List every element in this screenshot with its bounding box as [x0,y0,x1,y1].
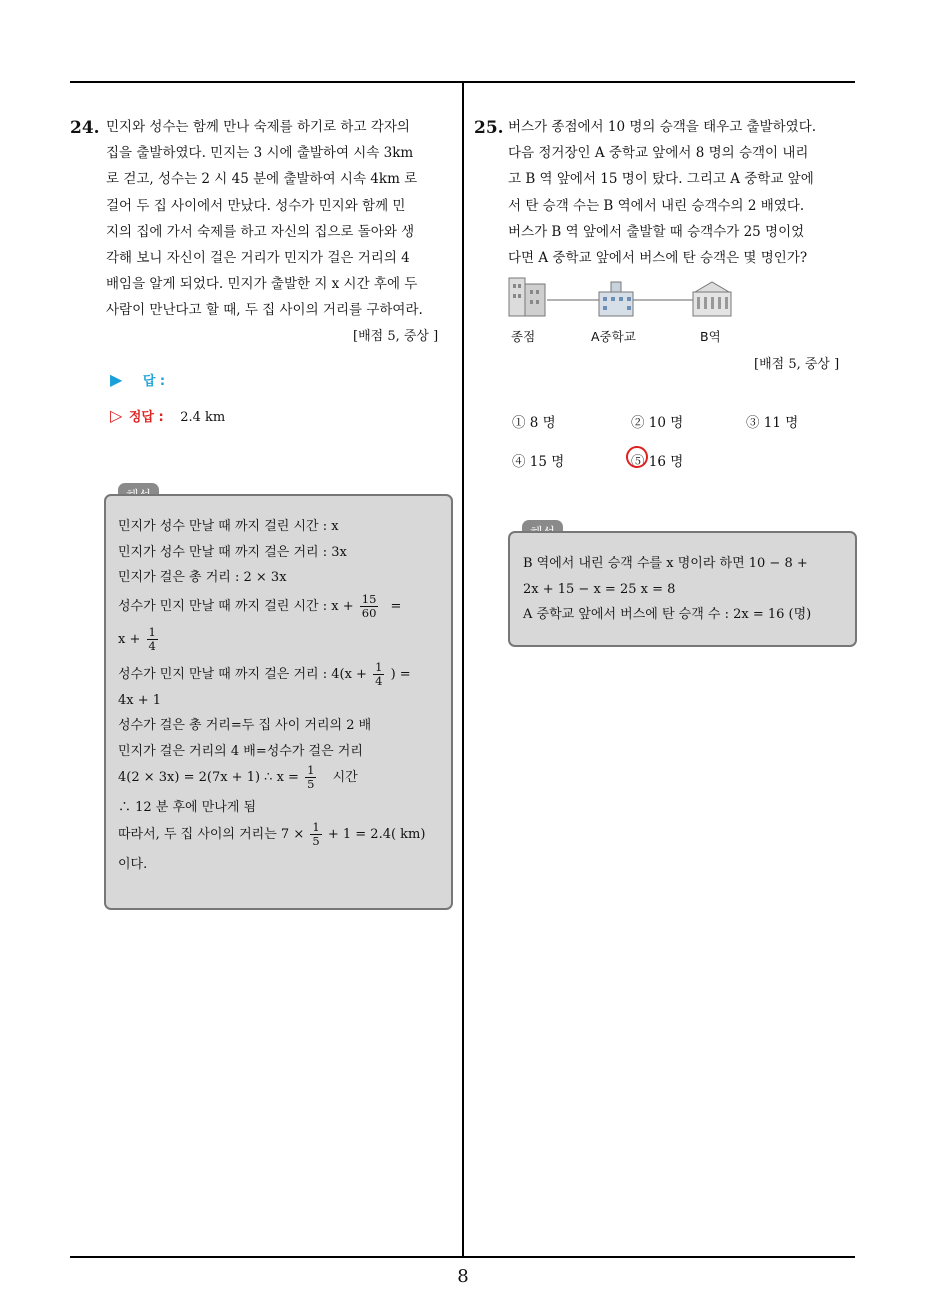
exp-line [118,821,425,848]
q25-line: 서 탄 승객 수는 B 역에서 내린 승객수의 2 배였다. [508,197,805,214]
exp-line: 성수가 걸은 총 거리=두 집 사이 거리의 2 배 [118,718,372,733]
choice-3[interactable]: ③ 11 명 [746,415,799,431]
q24-correct-row [110,406,225,425]
q25-line: 버스가 B 역 앞에서 출발할 때 승객수가 25 명이었 [508,223,805,240]
choice-5[interactable]: ⑤ 16 명 [631,454,684,470]
choice-4[interactable]: ④ 15 명 [512,454,565,470]
exp-line: B 역에서 내린 승객 수를 x 명이라 하면 10 − 8 + [523,556,808,571]
denominator: 5 [312,833,320,848]
denominator: 4 [375,673,383,688]
q24-number: 24. [70,118,100,138]
selected-answer-circle-icon [626,446,648,468]
map-label-terminal: 종점 [511,329,536,344]
q25-number: 25. [474,118,504,138]
exp-text: x + [118,631,141,647]
exp-line: 민지가 걸은 거리의 4 배=성수가 걸은 거리 [118,743,363,759]
denominator: 60 [361,605,377,620]
exp-line [118,661,425,688]
correct-label: 정답 : [128,410,164,425]
q24-line: 배임을 알게 되었다. 민지가 출발한 지 x 시간 후에 두 [106,276,418,293]
numerator: 1 [307,763,315,777]
denominator: 4 [148,638,156,653]
outline-triangle-icon: ▷ [110,406,123,425]
exp-line: ∴ 12 분 후에 만나게 됨 [118,800,257,815]
q24-score: [배점 5, 중상 ] [353,329,439,344]
exp-line [118,626,425,653]
exp-text: 성수가 민지 만날 때 까지 걸은 거리 : 4(x + [118,666,367,682]
station-building-icon [693,282,731,316]
exp-line: 민지가 성수 만날 때 까지 걸은 거리 : 3x [118,544,347,560]
map-label-station: B역 [700,329,721,344]
exp-text: 따라서, 두 집 사이의 거리는 7 × [118,826,305,842]
q24-line: 각해 보니 자신이 걸은 거리가 민지가 걸은 거리의 4 [106,250,410,267]
choice-2[interactable]: ② 10 명 [631,415,684,431]
page-number: 8 [457,1266,469,1287]
q25-line: 고 B 역 앞에서 15 명이 탔다. 그리고 A 중학교 앞에 [508,171,814,188]
exp-line: 민지가 성수 만날 때 까지 걸린 시간 : x [118,519,339,534]
exp-line: 2x + 15 − x = 25 x = 8 [523,581,676,597]
exp-line: 민지가 걸은 총 거리 : 2 × 3x [118,570,287,585]
school-building-icon [599,282,633,316]
numerator: 1 [375,659,383,674]
denominator: 5 [307,777,315,791]
exp-line: 4x + 1 [118,692,162,708]
q25-line: 버스가 종점에서 10 명의 승객을 태우고 출발하였다. [508,119,817,135]
choice-1[interactable]: ① 8 명 [512,415,556,431]
exp-text: ) = [390,666,411,682]
q24-line: 지의 집에 가서 숙제를 하고 자신의 집으로 돌아와 생 [106,223,415,240]
q25-line: 다면 A 중학교 앞에서 버스에 탄 승객은 몇 명인가? [508,250,808,267]
q24-explanation-body [118,514,425,877]
terminal-building-icon [509,278,545,316]
q25-text [508,114,858,271]
q24-text [106,114,454,324]
correct-value: 2.4 km [180,410,226,425]
bottom-rule [70,1256,855,1258]
numerator: 1 [312,819,320,834]
exp-text: 성수가 민지 만날 때 까지 걸린 시간 : x + [118,598,354,614]
exp-line [118,593,425,620]
q25-score: [배점 5, 중상 ] [754,357,840,372]
numerator: 15 [361,591,377,606]
exp-text: 4(2 × 3x) = 2(7x + 1) ∴ x = [118,770,299,785]
fraction [147,626,158,653]
q24-answer-row [110,370,165,389]
exp-line [118,764,425,791]
exp-text: + 1 = 2.4( km) [327,826,426,842]
column-divider [462,82,464,1257]
fraction [373,661,384,688]
bus-route-illustration [505,270,755,320]
q24-line: 로 걷고, 성수는 2 시 45 분에 출발하여 시속 4km 로 [106,171,418,188]
fraction [305,764,316,791]
exp-line: A 중학교 앞에서 버스에 탄 승객 수 : 2x = 16 (명) [523,607,812,622]
q25-explanation-body [523,551,811,628]
q24-line: 걸어 두 집 사이에서 만났다. 성수가 민지와 함께 민 [106,197,406,214]
play-triangle-icon: ▶ [110,370,123,389]
q25-explanation-box [508,531,857,647]
q24-explanation-box [104,494,453,910]
q24-line: 사람이 만난다고 할 때, 두 집 사이의 거리를 구하여라. [106,302,423,319]
exp-text: = [390,598,402,614]
exp-text: 시간 [332,770,358,785]
fraction [310,821,321,848]
exp-line: 이다. [118,856,148,872]
q24-line: 집을 출발하였다. 민지는 3 시에 출발하여 시속 3km [106,145,414,162]
q25-line: 다음 정거장인 A 중학교 앞에서 8 명의 승객이 내리 [508,145,809,162]
map-label-school: A중학교 [591,329,636,344]
fraction [360,593,379,620]
numerator: 1 [148,624,156,639]
q24-line: 민지와 성수는 함께 만나 숙제를 하기로 하고 각자의 [106,119,410,135]
answer-label: 답 : [142,374,166,389]
